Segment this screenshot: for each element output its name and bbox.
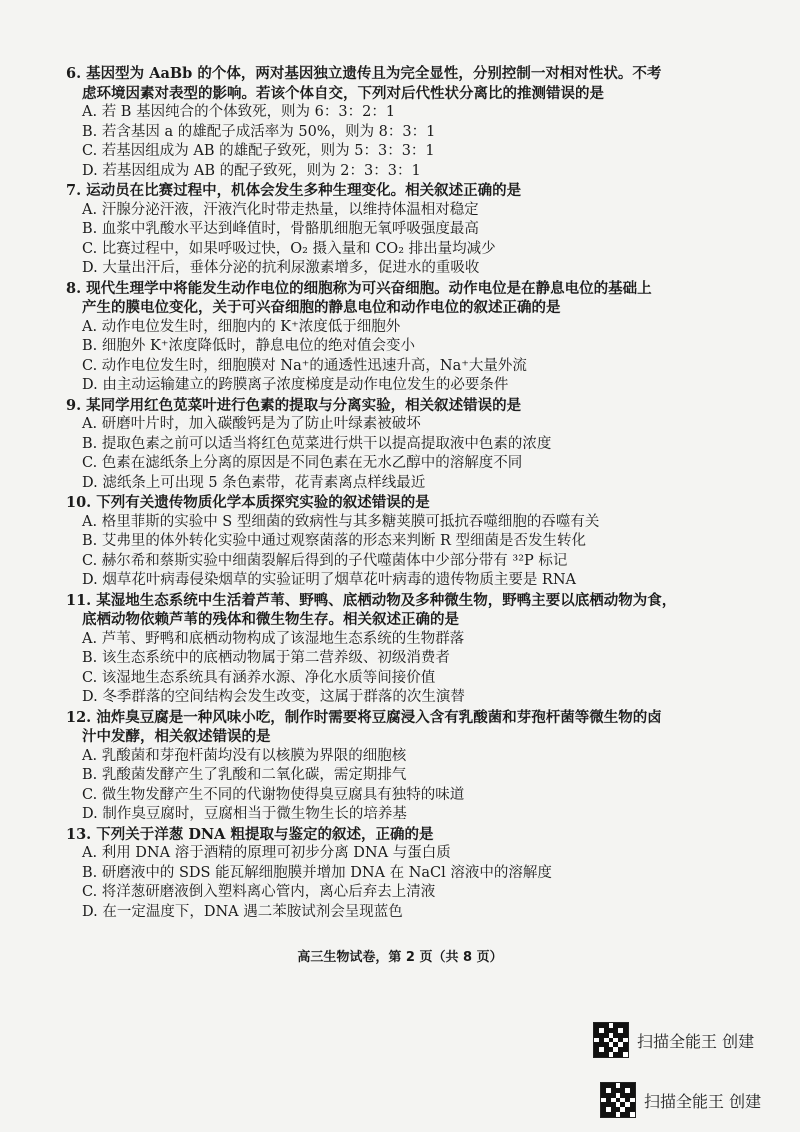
scanner-watermark: [600, 1082, 761, 1118]
answer-option: B. 该生态系统中的底栖动物属于第二营养级、初级消费者: [82, 650, 450, 666]
question-stem: 底栖动物依赖芦苇的残体和微生物生存。相关叙述正确的是: [82, 611, 459, 628]
answer-option: A. 利用 DNA 溶于酒精的原理可初步分离 DNA 与蛋白质: [82, 845, 451, 861]
scanner-watermark: [593, 1022, 754, 1058]
answer-option: B. 若含基因 a 的雄配子成活率为 50%，则为 8：3：1: [82, 123, 436, 140]
answer-option: A. 汗腺分泌汗液，汗液汽化时带走热量，以维持体温相对稳定: [82, 201, 479, 218]
answer-option: B. 细胞外 K⁺浓度降低时，静息电位的绝对值会变小: [82, 338, 415, 354]
answer-option: A. 芦苇、野鸭和底栖动物构成了该湿地生态系统的生物群落: [82, 630, 465, 647]
question-stem: 11. 某湿地生态系统中生活着芦苇、野鸭、底栖动物及多种微生物，野鸭主要以底栖动物为食，: [66, 591, 677, 609]
question-stem: 汁中发酵，相关叙述错误的是: [82, 728, 271, 745]
question-item: [66, 493, 746, 591]
answer-option: D. 制作臭豆腐时，豆腐相当于微生物生长的培养基: [82, 806, 407, 822]
answer-option: D. 冬季群落的空间结构会发生改变，这属于群落的次生演替: [82, 689, 465, 705]
question-item: [66, 279, 746, 396]
answer-option: C. 将洋葱研磨液倒入塑料离心管内，离心后弃去上清液: [82, 884, 436, 900]
answer-option: D. 若基因组成为 AB 的配子致死，则为 2：3：3：1: [82, 162, 421, 179]
question-stem: 12. 油炸臭豆腐是一种风味小吃，制作时需要将豆腐浸入含有乳酸菌和芽孢杆菌等微生物的卤: [66, 708, 662, 726]
question-stem: 9. 某同学用红色苋菜叶进行色素的提取与分离实验，相关叙述错误的是: [66, 396, 522, 414]
answer-option: D. 在一定温度下，DNA 遇二苯胺试剂会呈现蓝色: [82, 903, 403, 920]
answer-option: C. 若基因组成为 AB 的雄配子致死，则为 5：3：3：1: [82, 143, 435, 159]
question-stem: 10. 下列有关遗传物质化学本质探究实验的叙述错误的是: [66, 494, 430, 511]
watermark-text: 扫描全能王 创建: [637, 1031, 755, 1051]
answer-option: B. 提取色素之前可以适当将红色苋菜进行烘干以提高提取液中色素的浓度: [82, 435, 552, 452]
answer-option: C. 赫尔希和蔡斯实验中细菌裂解后得到的子代噬菌体中少部分带有 ³²P 标记: [82, 552, 568, 569]
answer-option: C. 微生物发酵产生不同的代谢物使得臭豆腐具有独特的味道: [82, 786, 465, 803]
question-item: [66, 396, 746, 494]
question-item: [66, 64, 746, 181]
answer-option: A. 格里菲斯的实验中 S 型细菌的致病性与其多糖荚膜可抵抗吞噬细胞的吞噬有关: [82, 513, 600, 530]
question-stem: 8. 现代生理学中将能发生动作电位的细胞称为可兴奋细胞。动作电位是在静息电位的基础上: [66, 279, 652, 297]
qr-code-icon: [600, 1082, 636, 1118]
answer-option: B. 艾弗里的体外转化实验中通过观察菌落的形态来判断 R 型细菌是否发生转化: [82, 533, 587, 549]
answer-option: A. 乳酸菌和芽孢杆菌均没有以核膜为界限的细胞核: [82, 747, 407, 764]
answer-option: B. 血浆中乳酸水平达到峰值时，骨骼肌细胞无氧呼吸强度最高: [82, 221, 479, 237]
answer-option: D. 大量出汗后，垂体分泌的抗利尿激素增多，促进水的重吸收: [82, 260, 480, 276]
question-item: [66, 591, 746, 708]
question-item: [66, 708, 746, 825]
question-list: [66, 64, 746, 922]
answer-option: D. 由主动运输建立的跨膜离子浓度梯度是动作电位发生的必要条件: [82, 377, 509, 393]
answer-option: B. 乳酸菌发酵产生了乳酸和二氧化碳，需定期排气: [82, 767, 407, 783]
qr-code-icon: [593, 1022, 629, 1058]
question-item: [66, 825, 746, 923]
question-stem: 13. 下列关于洋葱 DNA 粗提取与鉴定的叙述，正确的是: [66, 825, 434, 843]
answer-option: D. 烟草花叶病毒侵染烟草的实验证明了烟草花叶病毒的遗传物质主要是 RNA: [82, 572, 577, 588]
answer-option: A. 动作电位发生时，细胞内的 K⁺浓度低于细胞外: [82, 318, 401, 335]
answer-option: A. 若 B 基因纯合的个体致死，则为 6：3：2：1: [82, 104, 396, 120]
question-item: [66, 181, 746, 279]
answer-option: D. 滤纸条上可出现 5 条色素带，花青素离点样线最近: [82, 474, 426, 491]
question-stem: 虑环境因素对表型的影响。若该个体自交，下列对后代性状分离比的推测错误的是: [82, 84, 604, 102]
question-stem: 6. 基因型为 AaBb 的个体，两对基因独立遗传且为完全显性，分别控制一对相对性状。不考: [66, 65, 662, 82]
answer-option: C. 动作电位发生时，细胞膜对 Na⁺的通透性迅速升高，Na⁺大量外流: [82, 357, 527, 374]
question-stem: 产生的膜电位变化，关于可兴奋细胞的静息电位和动作电位的叙述正确的是: [82, 299, 561, 316]
answer-option: B. 研磨液中的 SDS 能瓦解细胞膜并增加 DNA 在 NaCl 溶液中的溶解度: [82, 864, 552, 881]
answer-option: C. 比赛过程中，如果呼吸过快，O₂ 摄入量和 CO₂ 排出量均减少: [82, 240, 496, 257]
watermark-text: 扫描全能王 创建: [644, 1091, 762, 1111]
answer-option: C. 色素在滤纸条上分离的原因是不同色素在无水乙醇中的溶解度不同: [82, 455, 523, 471]
page-footer: 高三生物试卷，第 2 页（共 8 页）: [297, 950, 503, 965]
question-stem: 7. 运动员在比赛过程中，机体会发生多种生理变化。相关叙述正确的是: [66, 182, 522, 199]
answer-option: C. 该湿地生态系统具有涵养水源、净化水质等间接价值: [82, 669, 436, 686]
answer-option: A. 研磨叶片时，加入碳酸钙是为了防止叶绿素被破坏: [82, 416, 421, 432]
